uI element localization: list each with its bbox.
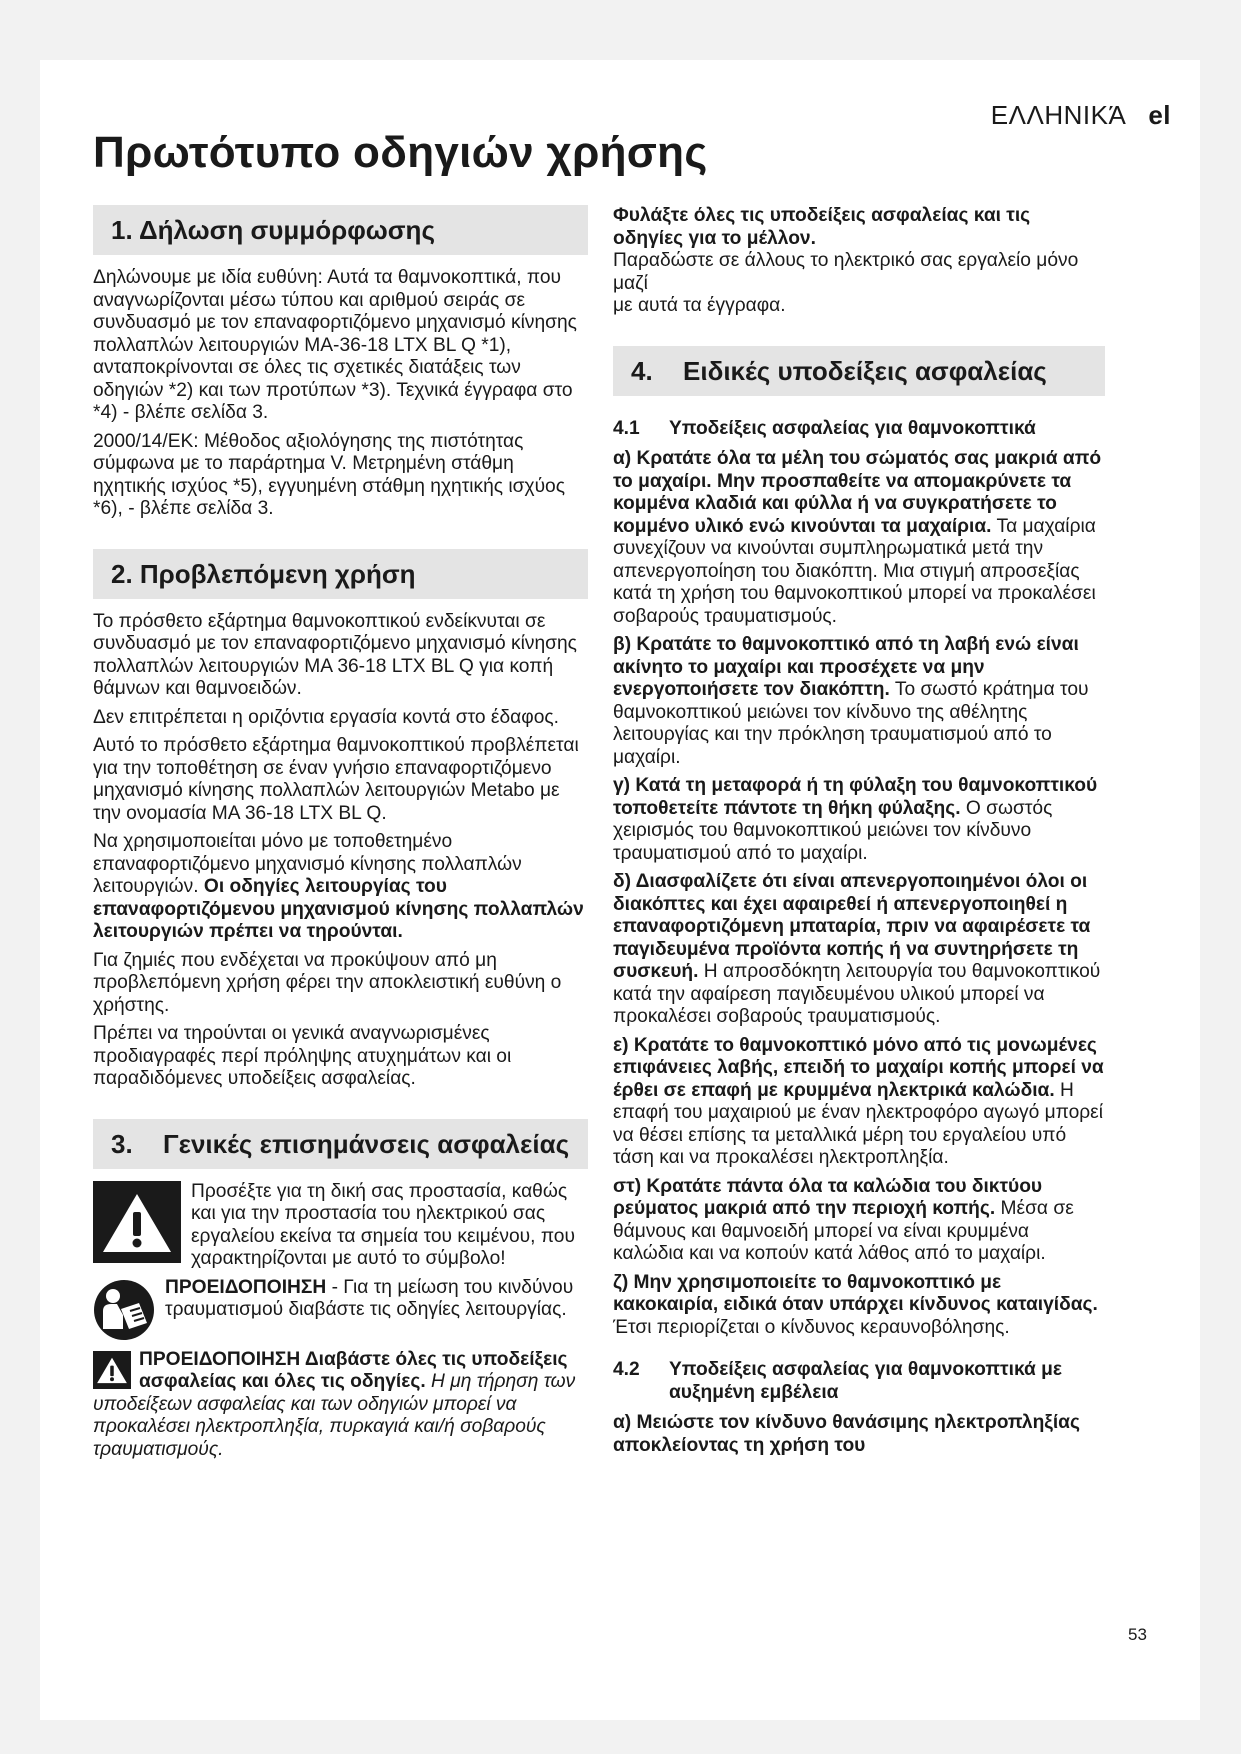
safety-item bbox=[613, 1176, 1105, 1266]
text-run: με αυτά τα έγγραφα. bbox=[613, 295, 786, 316]
section-2-paragraph: Δεν επιτρέπεται η οριζόντια εργασία κοντά στο έδαφος. bbox=[93, 706, 559, 728]
section-2-paragraph: Για ζημιές που ενδέχεται να προκύψουν από μη προβλεπόμενη χρήση φέρει την αποκλειστική ευθύνη ο χρήστης. bbox=[93, 949, 562, 1016]
general-warning bbox=[93, 1349, 588, 1462]
section-4-heading bbox=[613, 346, 1105, 396]
safety-item bbox=[613, 1412, 1105, 1457]
text-run: Να χρησιμοποιείται μόνο με τοποθετημένο επαναφορτιζόμενο μηχανισμό κίνησης πολλαπλών λειτουργιών. bbox=[93, 831, 522, 897]
warning-text: - Για τη μείωση του κινδύνου τραυματισμού διαβάστε τις οδηγίες λειτουργίας. bbox=[165, 1276, 574, 1320]
page-number: 53 bbox=[1128, 1625, 1147, 1644]
safety-item bbox=[613, 1272, 1105, 1340]
section-number: 3. bbox=[111, 1128, 133, 1159]
text-run-bold: ε) Κρατάτε το θαμνοκοπτικό μόνο από τις μονωμένες επιφάνειες λαβής, επειδή το μαχαίρι κοπής μπορεί να έρθει σε επαφή με κρυμμένα ηλεκτρικά καλώδια. bbox=[613, 1034, 1104, 1101]
language-marker bbox=[991, 100, 1171, 131]
text-run: Η επαφή του μαχαιριού με έναν ηλεκτροφόρο αγωγό μπορεί να θέσει επίσης τα μεταλλικά μέρη του εργαλείου υπό τάση και να προκαλέσει ηλεκτροπληξία. bbox=[613, 1079, 1103, 1168]
section-2-paragraph: Το πρόσθετο εξάρτημα θαμνοκοπτικού ενδείκνυται σε συνδυασμό με τον επαναφορτιζόμενο μηχανισμό κίνησης πολλαπλών λειτουργιών MA 36-18 LTX BL Q για κοπή θάμνων και θαμνοειδών. bbox=[93, 610, 577, 699]
language-code: el bbox=[1148, 100, 1171, 130]
text-run: Τα μαχαίρια συνεχίζουν να κινούνται συμπληρωματικά μετά την απενεργοποίηση του διακόπτη. Μια στιγμή απροσεξίας κατά τη χρήση του θαμνοκοπτικού μπορεί να προκαλέσει σοβαρούς τραυματισμούς. bbox=[613, 515, 1096, 627]
safety-item bbox=[613, 871, 1105, 1029]
subsection-4-1-heading bbox=[613, 418, 1105, 441]
section-2-paragraph bbox=[93, 831, 588, 944]
text-run-bold: δ) Διασφαλίζετε ότι είναι απενεργοποιημένοι όλοι οι διακόπτες και έχει αφαιρεθεί ή απενεργοποιηθεί η επαναφορτιζόμενη μπαταρία, πριν να αφαιρέσετε τα παγιδευμένα προϊόντα κοπής ή να συντηρήσετε τη συσκευή. bbox=[613, 871, 1091, 982]
left-column bbox=[93, 205, 588, 1467]
text-run: Ο σωστός χειρισμός του θαμνοκοπτικού μειώνει τον κίνδυνο τραυματισμού από το μαχαίρι. bbox=[613, 797, 1053, 864]
warning-note-text: Προσέξτε για τη δική σας προστασία, καθώς και για την προστασία του ηλεκτρικού σας εργαλείου εκείνα τα σημεία του κειμένου, που χαρακτηρίζονται με αυτό το σύμβολο! bbox=[191, 1180, 575, 1269]
section-2-heading: 2. Προβλεπόμενη χρήση bbox=[93, 549, 588, 599]
text-run-bold: ζ) Μην χρησιμοποιείτε το θαμνοκοπτικό με κακοκαιρία, ειδικά όταν υπάρχει κίνδυνος καταιγίδας. bbox=[613, 1271, 1098, 1315]
subsection-4-2-heading bbox=[613, 1359, 1105, 1404]
section-title: Ειδικές υποδείξεις ασφαλείας bbox=[683, 355, 1047, 386]
warning-icon bbox=[93, 1181, 181, 1263]
text-run: Μέσα σε θάμνους και θαμνοειδή μπορεί να είναι κρυμμένα καλώδια και να κοπούν κατά λάθος από το μαχαίρι. bbox=[613, 1198, 1074, 1264]
subsection-title: Υποδείξεις ασφαλείας για θαμνοκοπτικά bbox=[669, 417, 1036, 439]
safety-item bbox=[613, 775, 1105, 865]
subsection-number: 4.2 bbox=[613, 1359, 640, 1380]
warning-text-bold: ΠΡΟΕΙΔΟΠΟΙΗΣΗ Διαβάστε όλες τις υποδείξεις ασφαλείας και όλες τις οδηγίες. bbox=[139, 1348, 568, 1392]
section-number: 4. bbox=[631, 355, 653, 386]
text-run: Παραδώστε σε άλλους το ηλεκτρικό σας εργαλείο μόνο μαζί bbox=[613, 250, 1079, 294]
section-3-heading bbox=[93, 1119, 588, 1169]
text-run-bold: α) Μειώστε τον κίνδυνο θανάσιμης ηλεκτροπληξίας αποκλείοντας τη χρήση του bbox=[613, 1412, 1080, 1456]
section-1-paragraph: Δηλώνουμε με ιδία ευθύνη: Αυτά τα θαμνοκοπτικά, που αναγνωρίζονται μέσω τύπου και αριθμού σειράς σε συνδυασμό με τον επαναφορτιζόμενο μηχανισμό κίνησης πολλαπλών λειτουργιών MA-36-18 LTX BL Q *1), ανταποκρίνονται σε όλες τις σχετικές διατάξεις των οδηγιών *2) και των προτύπων *3). Τεχνικά έγγραφα στο *4) - βλέπε σελίδα 3. bbox=[93, 267, 577, 423]
text-run-bold: β) Κρατάτε το θαμνοκοπτικό από τη λαβή ενώ είναι ακίνητο το μαχαίρι και προσέχετε να μην ενεργοποιήσετε τον διακόπτη. bbox=[613, 634, 1079, 700]
text-run-bold: στ) Κρατάτε πάντα όλα τα καλώδια του δικτύου ρεύματος μακριά από την περιοχή κοπής. bbox=[613, 1175, 1043, 1219]
warning-text-italic: Η μη τήρηση των υποδείξεων ασφαλείας και των οδηγιών μπορεί να προκαλέσει ηλεκτροπληξία, πυρκαγιά και/ή σοβαρούς τραυματισμούς. bbox=[93, 1371, 576, 1460]
subsection-number: 4.1 bbox=[613, 417, 640, 439]
text-run-bold: Οι οδηγίες λειτουργίας του επαναφορτιζόμενου μηχανισμού κίνησης πολλαπλών λειτουργιών πρέπει να τηρούνται. bbox=[93, 876, 584, 942]
section-1-paragraph: 2000/14/ΕΚ: Μέθοδος αξιολόγησης της πιστότητας σύμφωνα με το παράρτημα V. Μετρημένη στάθμη ηχητικής ισχύος *5), εγγυημένη στάθμη ηχητικής ισχύος *6), - βλέπε σελίδα 3. bbox=[93, 430, 565, 519]
text-run: Η απροσδόκητη λειτουργία του θαμνοκοπτικού κατά την αφαίρεση παγιδευμένου υλικού μπορεί να προκαλέσει σοβαρούς τραυματισμούς. bbox=[613, 961, 1101, 1027]
read-manual-warning bbox=[93, 1277, 588, 1343]
section-title: Γενικές επισημάνσεις ασφαλείας bbox=[163, 1128, 570, 1159]
section-1-heading: 1. Δήλωση συμμόρφωσης bbox=[93, 205, 588, 255]
warning-label: ΠΡΟΕΙΔΟΠΟΙΗΣΗ bbox=[165, 1276, 327, 1298]
right-column bbox=[613, 205, 1105, 1463]
text-run: Το σωστό κράτημα του θαμνοκοπτικού μειώνει τον κίνδυνο της αθέλητης λειτουργίας και την πρόκληση τραυματισμού από το μαχαίρι. bbox=[613, 679, 1089, 768]
warning-symbol-note bbox=[93, 1181, 588, 1271]
text-run-bold: α) Κρατάτε όλα τα μέλη του σώματός σας μακριά από το μαχαίρι. Μην προσπαθείτε να απομακρύνετε τα κομμένα κλαδιά και φύλλα ή να συγκρατήσετε το κομμένο υλικό ενώ κινούνται τα μαχαίρια. bbox=[613, 448, 1102, 537]
text-run: Έτσι περιορίζεται ο κίνδυνος κεραυνοβόλησης. bbox=[613, 1316, 1010, 1338]
safety-item bbox=[613, 1035, 1105, 1170]
page-title: Πρωτότυπο οδηγιών χρήσης bbox=[93, 128, 708, 177]
subsection-title: Υποδείξεις ασφαλείας για θαμνοκοπτικά με αυξημένη εμβέλεια bbox=[669, 1359, 1062, 1403]
text-run-bold: Φυλάξτε όλες τις υποδείξεις ασφαλείας και τις οδηγίες για το μέλλον. bbox=[613, 205, 1031, 249]
text-run-bold: γ) Κατά τη μεταφορά ή τη φύλαξη του θαμνοκοπτικού τοποθετείτε πάντοτε τη θήκη φύλαξης. bbox=[613, 775, 1098, 819]
safety-item bbox=[613, 448, 1105, 628]
warning-icon bbox=[93, 1351, 131, 1389]
section-2-paragraph: Αυτό το πρόσθετο εξάρτημα θαμνοκοπτικού προβλέπεται για την τοποθέτηση σε έναν γνήσιο επαναφορτιζόμενο μηχανισμό κίνησης πολλαπλών λειτουργιών Metabo με την ονομασία MA 36-18 LTX BL Q. bbox=[93, 735, 579, 824]
section-2-paragraph: Πρέπει να τηρούνται οι γενικά αναγνωρισμένες προδιαγραφές περί πρόληψης ατυχημάτων και οι παραδιδόμενες υποδείξεις ασφαλείας. bbox=[93, 1023, 512, 1089]
read-manual-icon bbox=[93, 1279, 155, 1341]
language-name: ΕΛΛΗΝΙΚΆ bbox=[990, 100, 1127, 130]
keep-instructions bbox=[613, 205, 1105, 318]
safety-item bbox=[613, 634, 1105, 769]
